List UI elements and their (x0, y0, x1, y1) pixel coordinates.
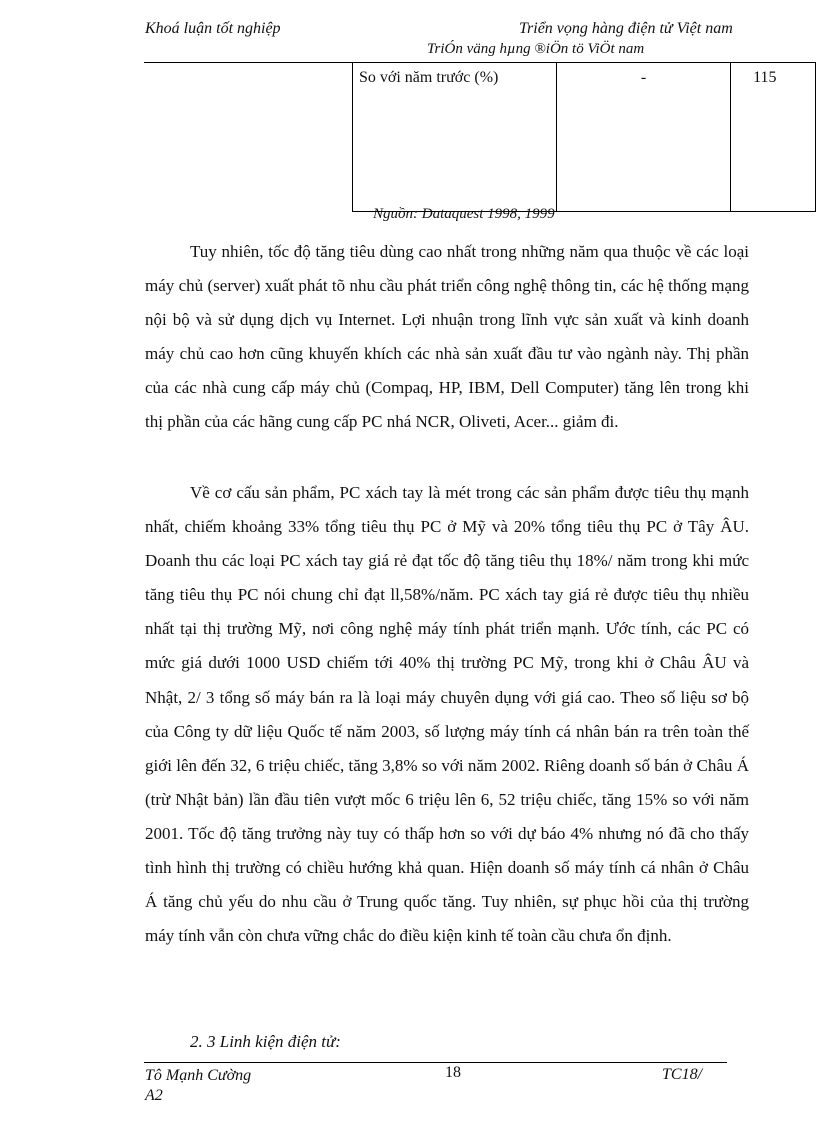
table-row (353, 63, 816, 212)
footer-class: A2 (145, 1087, 163, 1104)
paragraph-servers (145, 235, 749, 440)
page-number: 18 (445, 1064, 461, 1081)
table-cell-value-1: - (556, 63, 730, 212)
header-left: Khoá luận tốt nghiệp (145, 20, 281, 37)
footer-author: Tô Mạnh Cường (145, 1067, 252, 1084)
paragraph-text: Tuy nhiên, tốc độ tăng tiêu dùng cao nhất trong những năm qua thuộc về các loại máy chủ (server) xuất phát tõ nhu cầu phát triển công nghệ thông tin, các hệ thống mạng nội bộ và sử dụng dịch vụ Internet. Lợi nhuận trong lĩnh vực sản xuất và kinh doanh máy chủ cao hơn cũng khuyến khích các nhà sản xuất đầu tư vào ngành này. Thị phần của các nhà cung cấp máy chủ (Compaq, HP, IBM, Dell Computer) tăng lên trong khi thị phần của các hãng cung cấp PC nhá NCR, Oliveti, Acer... giảm đi. (145, 242, 749, 432)
paragraph-product-structure (145, 476, 749, 953)
table-cell-value-2: 115 (731, 63, 816, 212)
section-subheading: 2. 3 Linh kiện điện tử: (190, 1032, 341, 1051)
footer-code: TC18/ (662, 1066, 703, 1083)
header-right: Triển vọng hàng điện tử Việt nam (519, 20, 733, 37)
paragraph-text: Về cơ cấu sản phẩm, PC xách tay là mét trong các sản phẩm được tiêu thụ mạnh nhất, chiếm khoảng 33% tổng tiêu thụ PC ở Mỹ và 20% tổng tiêu thụ PC ở Tây ÂU. Doanh thu các loại PC xách tay giá rẻ đạt tốc độ tăng tiêu thụ 18%/ năm trong khi mức tăng tiêu thụ PC nói chung chỉ đạt ll,58%/năm. PC xách tay giá rẻ được tiêu thụ nhiều nhất tại thị trường Mỹ, nơi công nghệ máy tính phát triển mạnh. Ước tính, các PC có mức giá dưới 1000 USD chiếm tới 40% thị trường PC Mỹ, trong khi ở Châu ÂU và Nhật, 2/ 3 tổng số máy bán ra là loại máy chuyên dụng với giá cao. Theo số liệu sơ bộ của Công ty dữ liệu Quốc tế năm 2003, số lượng máy tính cá nhân bán ra trên toàn thế giới lên đến 32, 6 triệu chiếc, tăng 3,8% so với năm 2002. Riêng doanh số bán ở Châu Á (trừ Nhật bản) lần đầu tiên vượt mốc 6 triệu lên 6, 52 triệu chiếc, tăng 15% so với năm 2001. Tốc độ tăng trưởng này tuy có thấp hơn so với dự báo 4% nhưng nó đã cho thấy tình hình thị trường có chiều hướng khả quan. Hiện doanh số máy tính cá nhân ở Châu Á tăng chủ yếu do nhu cầu ở Trung quốc tăng. Tuy nhiên, sự phục hồi của thị trường máy tính vẫn còn chưa vững chắc do điều kiện kinh tế toàn cầu chưa ổn định. (145, 483, 749, 946)
table-cell-label: So với năm trước (%) (353, 63, 557, 212)
footer-rule (144, 1062, 727, 1063)
data-table-fragment (352, 62, 816, 212)
footer-author-block (145, 1066, 251, 1106)
header-garbled-duplicate: TriÓn väng hµng ®iÖn tö ViÖt nam (427, 41, 645, 57)
source-note: Nguồn: Dataquest 1998, 1999 (373, 206, 555, 222)
